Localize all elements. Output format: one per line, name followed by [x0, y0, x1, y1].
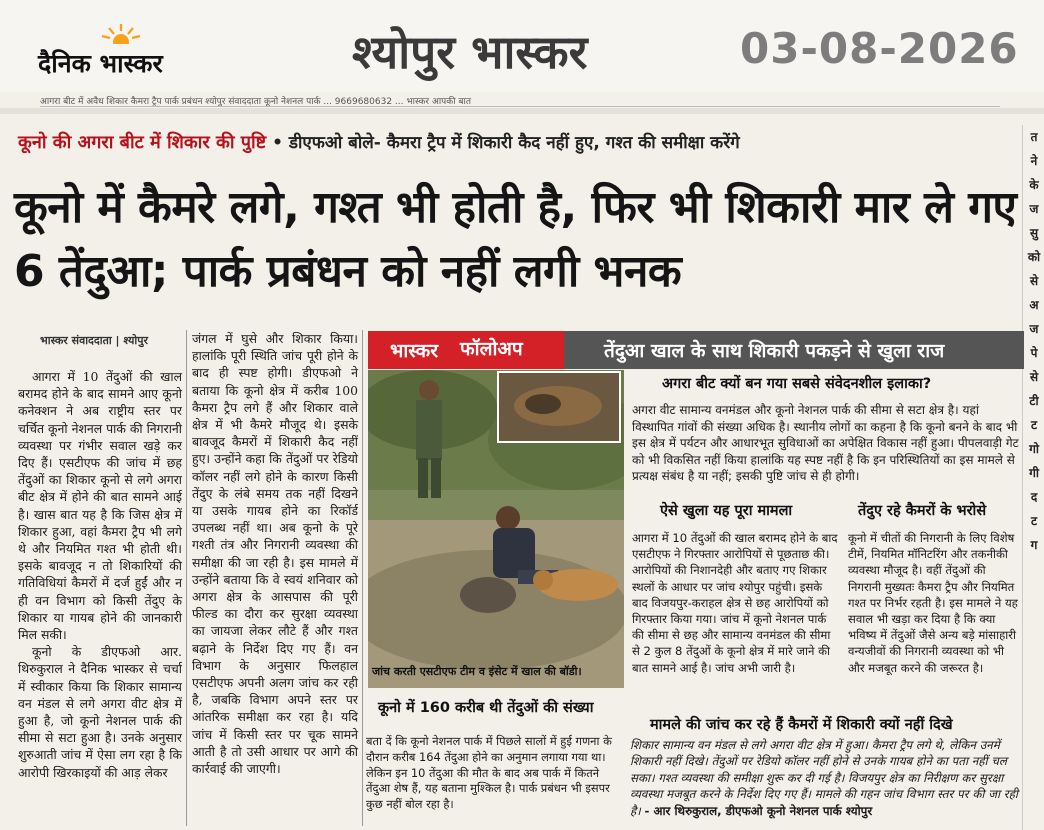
- strip-fragment: ट: [1030, 418, 1038, 432]
- adjacent-article-strip: [1022, 125, 1044, 830]
- camera-section-text: [848, 530, 1020, 676]
- strip-fragment: टी: [1029, 394, 1039, 408]
- strip-fragment: से: [1029, 274, 1039, 288]
- reveal-section-heading: ऐसे खुला यह पूरा मामला: [660, 503, 793, 519]
- strip-fragment: ज: [1029, 322, 1039, 336]
- followup-tag-brand: भास्कर: [390, 340, 439, 362]
- stf-team-photo: [368, 370, 624, 688]
- strip-fragment: गो: [1029, 442, 1039, 456]
- strip-fragment: से: [1029, 370, 1039, 384]
- kicker-highlight: कूनो की अगरा बीट में शिकार की पुष्टि: [18, 132, 267, 153]
- investigation-section-heading: मामले की जांच कर रहे हैं कैमरों में शिकारी क्यों नहीं दिखे: [650, 717, 953, 733]
- strip-fragment: द: [1030, 490, 1038, 504]
- quote-text: शिकार सामान्य वन मंडल से लगे अगरा वीट क्षेत्र में हुआ। कैमरा ट्रैप लगे थे, लेकिन उनमें शिकारी नहीं दिखे। तेंदुओं पर रेडियो कॉलर नहीं होने से उनके गायब होने का पता नहीं चल सका। गश्त व्यवस्था की समीक्षा शुरू कर दी गई है। विजयपुर क्षेत्र का निरीक्षण कर सुरक्षा व्यवस्था मजबूत करने के निर्देश दिए गए हैं। मामले की गहन जांच विभाग स्तर पर की जा रही है।: [630, 738, 1018, 818]
- followup-banner: [368, 331, 1024, 369]
- agra-section-text: [632, 402, 1020, 485]
- strip-fragment: सु: [1029, 226, 1039, 240]
- article-column-1: [18, 368, 182, 781]
- paragraph: जंगल में घुसे और शिकार किया। हालांकि पूरी स्थिति जांच पूरी होने के बाद ही स्पष्ट होगी। डीएफओ ने बताया कि कूनो क्षेत्र में करीब 100 कैमरा ट्रैप लगे हैं और शिकार वाले क्षेत्र में भी कैमरे मौजूद थे। इसके बावजूद कैमरों में शिकारी कैद नहीं हुए। उन्होंने कहा कि तेंदुओं पर रेडियो कॉलर नहीं लगे होने के कारण किसी तेंदुए के लंबे समय तक नहीं दिखने या उसके गायब होने का रिकॉर्ड उपलब्ध नहीं था। अब कूनो के पूरे गश्ती तंत्र और निगरानी व्यवस्था की समीक्षा की जा रही है। इस मामले में उन्होंने बताया कि वे स्वयं शनिवार को अगरा क्षेत्र के आसपास की पूरी फील्ड का दौरा कर सुरक्षा व्यवस्था का जायजा लेकर लौटे हैं और गश्त बढ़ाने के निर्देश दिए गए हैं। वन विभाग के अनुसार फिलहाल एसटीएफ अपनी अलग जांच कर रही है, जबकि विभाग अपने स्तर पर आंतरिक समीक्षा कर रहा है। यदि जांच में किसी स्तर पर चूक सामने आती है तो उसी आधार पर आगे की कार्रवाई की जाएगी।: [192, 331, 358, 777]
- agra-section-heading: अगरा बीट क्यों बन गया सबसे संवेदनशील इलाका?: [662, 376, 932, 392]
- kicker-subline: • डीएफओ बोले- कैमरा ट्रैप में शिकारी कैद नहीं हुए, गश्त की समीक्षा करेंगे: [266, 133, 740, 153]
- strip-fragment: पे: [1030, 346, 1038, 360]
- article-column-2: [192, 330, 358, 777]
- followup-tag-label: फॉलोअप: [460, 338, 523, 360]
- paragraph: अगरा वीट सामान्य वनमंडल और कूनो नेशनल पार्क की सीमा से सटा क्षेत्र है। यहां विस्थापित गांवों की संख्या अधिक है। स्थानीय लोगों का कहना है कि कूनो बनने के बाद भी इस क्षेत्र में पर्यटन और आधारभूत सुविधाओं का अपेक्षित विकास नहीं हुआ। पीपलवाड़ी गेट को भी विकसित नहीं किया हालांकि यह स्पष्ट नहीं है कि इन परिस्थितियों का इस मामले से प्रत्यक्ष संबंध है या नहीं; इसकी पुष्टि जांच से ही होगी।: [632, 403, 1019, 484]
- strip-fragment: को: [1027, 250, 1041, 264]
- strip-fragment: ट: [1030, 514, 1038, 528]
- followup-title: तेंदुआ खाल के साथ शिकारी पकड़ने से खुला राज: [604, 340, 945, 362]
- strip-fragment: के: [1029, 178, 1039, 192]
- dfo-quote: [630, 737, 1020, 819]
- column-rule: [362, 330, 363, 826]
- followup-tag: [368, 331, 564, 369]
- count-section-heading: कूनो में 160 करीब थी तेंदुओं की संख्या: [378, 700, 594, 716]
- camera-section-heading: तेंदुए रहे कैमरों के भरोसे: [858, 503, 987, 519]
- strip-fragment: गी: [1029, 466, 1039, 480]
- masthead: [0, 0, 1044, 92]
- strip-fragment: ग: [1030, 538, 1038, 552]
- edition-date: 03-08-2026: [740, 24, 1019, 73]
- ticker-strip: आगरा बीट में अवैध शिकार कैमरा ट्रैप पार्क प्रबंधन श्योपुर संवाददाता कूनो नेशनल पार्क ... 9669680632 ... भास्कर आपकी बात: [40, 94, 1000, 107]
- paragraph: कूनो में चीतों की निगरानी के लिए विशेष टीमें, नियमित मॉनिटरिंग और तकनीकी व्यवस्था मौजूद है। वहीं तेंदुओं की निगरानी मुख्यतः कैमरा ट्रैप और नियमित गश्त पर निर्भर रहती है। इस मामले ने यह सवाल भी खड़ा कर दिया है कि क्या भविष्य में तेंदुओं जैसे अन्य बड़े मांसाहारी वन्यजीवों की निगरानी व्यवस्था को भी और मजबूत करने की जरूरत है।: [848, 531, 1018, 675]
- strip-fragment: ने: [1030, 154, 1038, 168]
- sun-logo-icon: [100, 22, 142, 44]
- paragraph: बता दें कि कूनो नेशनल पार्क में पिछले सालों में हुई गणना के दौरान करीब 164 तेंदुआ होने का अनुमान लगाया गया था। लेकिन इन 10 तेंदुआ की मौत के बाद अब पार्क में कितने तेंदुआ शेष हैं, यह बताना मुश्किल है। पार्क प्रबंधन भी इसपर कुछ नहीं बोल रहा है।: [366, 734, 612, 812]
- byline: भास्कर संवाददाता | श्योपुर: [40, 334, 149, 347]
- brand-logo: [38, 22, 208, 82]
- paragraph: आगरा में 10 तेंदुओं की खाल बरामद होने के बाद एसटीएफ ने गिरफ्तार आरोपियों से पूछताछ की। आरोपियों की निशानदेही और बताए गए शिकार स्थलों के आधार पर जांच श्योपुर पहुंची। इसके बाद विजयपुर-कराहल क्षेत्र से छह आरोपियों को गिरफ्तार किया गया। जांच में कूनो नेशनल पार्क की सीमा से छह और सामान्य वनमंडल की सीमा से 2 कुल 8 तेंदुओं के कूनो क्षेत्र में मारे जाने की बात सामने आई है। जांच अभी जारी है।: [632, 531, 838, 675]
- photo-illustration: [368, 370, 624, 688]
- brand-name: दैनिक भास्कर: [38, 49, 163, 78]
- quote-attribution: - आर थिरुकुराल, डीएफओ कूनो नेशनल पार्क श्योपुर: [644, 803, 873, 818]
- paragraph: कूनो के डीएफओ आर. थिरुकुराल ने दैनिक भास्कर से चर्चा में स्वीकार किया कि शिकार सामान्य वन मंडल से लगे अगरा वीट क्षेत्र में हुआ है, जो कूनो नेशनल पार्क की सीमा से सटा हुआ है। उनके अनुसार शुरुआती जांच में ऐसा लग रहा है कि आरोपी खिरकाइयों की आड़ लेकर: [18, 644, 182, 780]
- strip-fragment: ज: [1029, 202, 1039, 216]
- top-divider: [0, 108, 1044, 114]
- kicker-line: [18, 130, 1018, 160]
- paragraph: आगरा में 10 तेंदुओं की खाल बरामद होने के बाद सामने आए कूनो कनेक्शन ने अब राष्ट्रीय स्तर पर चर्चित कूनो नेशनल पार्क की निगरानी व्यवस्था पर गंभीर सवाल खड़े कर दिए हैं। एसटीएफ की जांच में छह तेंदुओं का शिकार कूनो से लगे अगरा बीट क्षेत्र में होने की बात सामने आई है। खास बात यह है कि जिस क्षेत्र में शिकार हुआ, वहां कैमरा ट्रैप भी लगे थे और नियमित गश्त भी होती थी। इसके बावजूद न तो शिकारियों की गतिविधियां कैमरों में दर्ज हुईं और न ही वन विभाग को किसी तेंदुए के शिकार या गायब होने की जानकारी मिल सकी।: [18, 369, 182, 643]
- edition-title: श्योपुर भास्कर: [352, 25, 588, 79]
- strip-fragment: त: [1030, 130, 1038, 144]
- count-section-text: [366, 734, 626, 813]
- reveal-section-text: [632, 530, 838, 676]
- strip-fragment: अ: [1029, 298, 1039, 312]
- main-headline: कूनो में कैमरे लगे, गश्त भी होती है, फिर भी शिकारी मार ले गए 6 तेंदुआ; पार्क प्रबंधन को नहीं लगी भनक: [14, 182, 1017, 297]
- column-rule: [186, 330, 187, 826]
- photo-caption: जांच करती एसटीएफ टीम व इंसेट में खाल की बॉडी।: [372, 665, 582, 678]
